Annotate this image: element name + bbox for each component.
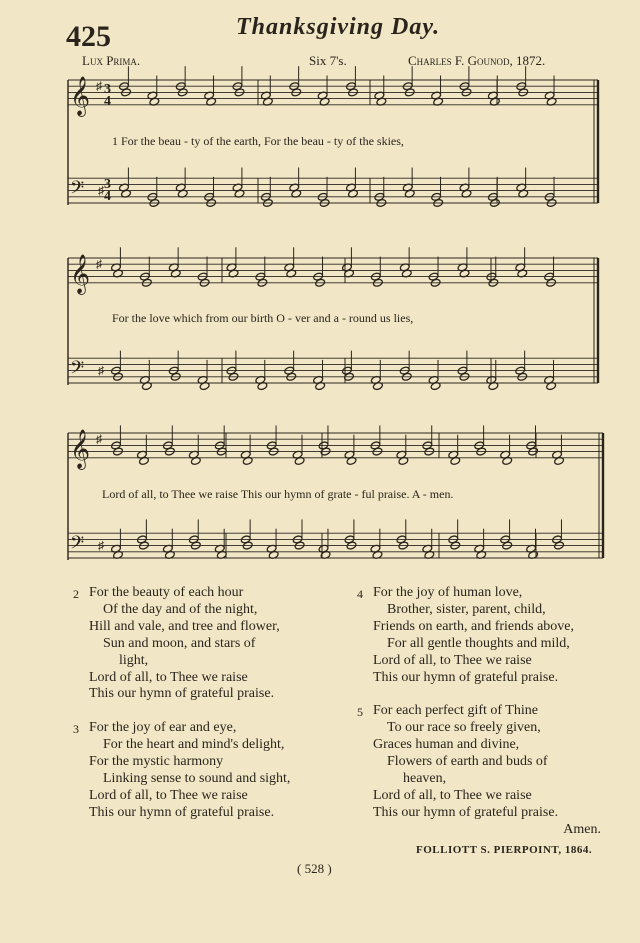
verse-number: 5 — [357, 705, 363, 720]
bass-clef: 𝄢 — [70, 532, 85, 558]
hymn-author: FOLLIOTT S. PIERPOINT, 1864. — [416, 844, 593, 856]
verse-line: Flowers of earth and buds of — [387, 754, 548, 770]
verse-line: Brother, sister, parent, child, — [387, 601, 546, 617]
verse-line: Hill and vale, and tree and flower, — [89, 618, 280, 634]
verse-line: For the beauty of each hour — [89, 585, 244, 600]
verse-line: For all gentle thoughts and mild, — [387, 635, 570, 651]
bass-clef: 𝄢 — [70, 357, 85, 383]
verse-line: Lord of all, to Thee we raise — [373, 787, 532, 803]
verse-line: To our race so freely given, — [387, 720, 541, 736]
verse-line: Lord of all, to Thee we raise — [89, 787, 248, 803]
verse-line: For the mystic harmony — [89, 754, 224, 770]
tune-name: Lux Prima. — [82, 53, 141, 68]
sharp-sign: ♯ — [96, 257, 102, 272]
composer: Charles F. Gounod, 1872. — [408, 53, 546, 68]
sharp-sign: ♯ — [98, 183, 104, 198]
verse-3 — [73, 720, 291, 821]
verse-line: heaven, — [403, 771, 447, 787]
verse-4 — [357, 585, 601, 686]
page-number: ( 528 ) — [297, 861, 332, 876]
verse-number: 2 — [73, 587, 79, 601]
verse-line: This our hymn of grateful praise. — [373, 669, 559, 685]
verse-line: Sun and moon, and stars of — [103, 635, 256, 651]
verse-line: Of the day and of the night, — [103, 601, 258, 617]
time-signature: 3 — [104, 177, 111, 192]
lyrics-line-3: Lord of all, to Thee we raise This our hymn of grate - ful praise. A - men. — [102, 487, 454, 501]
verse-line: For the heart and mind's delight, — [103, 737, 285, 753]
treble-clef: 𝄞 — [70, 428, 91, 469]
verse-5 — [357, 703, 601, 838]
verse-line: This our hymn of grateful praise. — [89, 804, 275, 820]
sharp-sign: ♯ — [98, 363, 104, 378]
verse-number: 3 — [73, 722, 79, 737]
treble-clef: 𝄞 — [70, 253, 91, 294]
verses-right-column — [357, 585, 601, 839]
sharp-sign: ♯ — [98, 538, 104, 553]
verse-line: light, — [119, 652, 149, 668]
verse-line: Graces human and divine, — [373, 737, 520, 753]
sharp-sign: ♯ — [96, 432, 102, 447]
verse-line: Friends on earth, and friends above, — [373, 618, 574, 634]
time-signature: 3 — [104, 82, 111, 97]
verse-2 — [73, 585, 290, 703]
verse-line: Amen. — [563, 821, 601, 837]
time-signature: 4 — [104, 94, 111, 109]
verse-line: This our hymn of grateful praise. — [373, 804, 559, 820]
hymn-number: 425 — [66, 20, 111, 53]
lyrics-line-2: For the love which from our birth O - ver and a - round us lies, — [112, 311, 414, 325]
verse-line: Linking sense to sound and sight, — [103, 771, 291, 787]
hymn-title: Thanksgiving Day. — [236, 14, 441, 40]
lyrics-line-1: 1 For the beau - ty of the earth, For the beau - ty of the skies, — [112, 134, 404, 148]
verse-line: Lord of all, to Thee we raise — [373, 652, 532, 668]
meter: Six 7's. — [309, 53, 347, 68]
verse-line: For the joy of human love, — [373, 585, 523, 600]
verse-line: Lord of all, to Thee we raise — [89, 669, 248, 685]
verse-line: For each perfect gift of Thine — [373, 703, 538, 719]
verse-line: For the joy of ear and eye, — [89, 720, 237, 736]
treble-clef: 𝄞 — [70, 75, 91, 116]
time-signature: 4 — [104, 189, 111, 204]
bass-clef: 𝄢 — [70, 177, 85, 203]
verses-left-column — [73, 585, 291, 822]
verse-line: This our hymn of grateful praise. — [89, 686, 275, 702]
verse-number: 4 — [357, 587, 363, 601]
sharp-sign: ♯ — [96, 79, 102, 94]
